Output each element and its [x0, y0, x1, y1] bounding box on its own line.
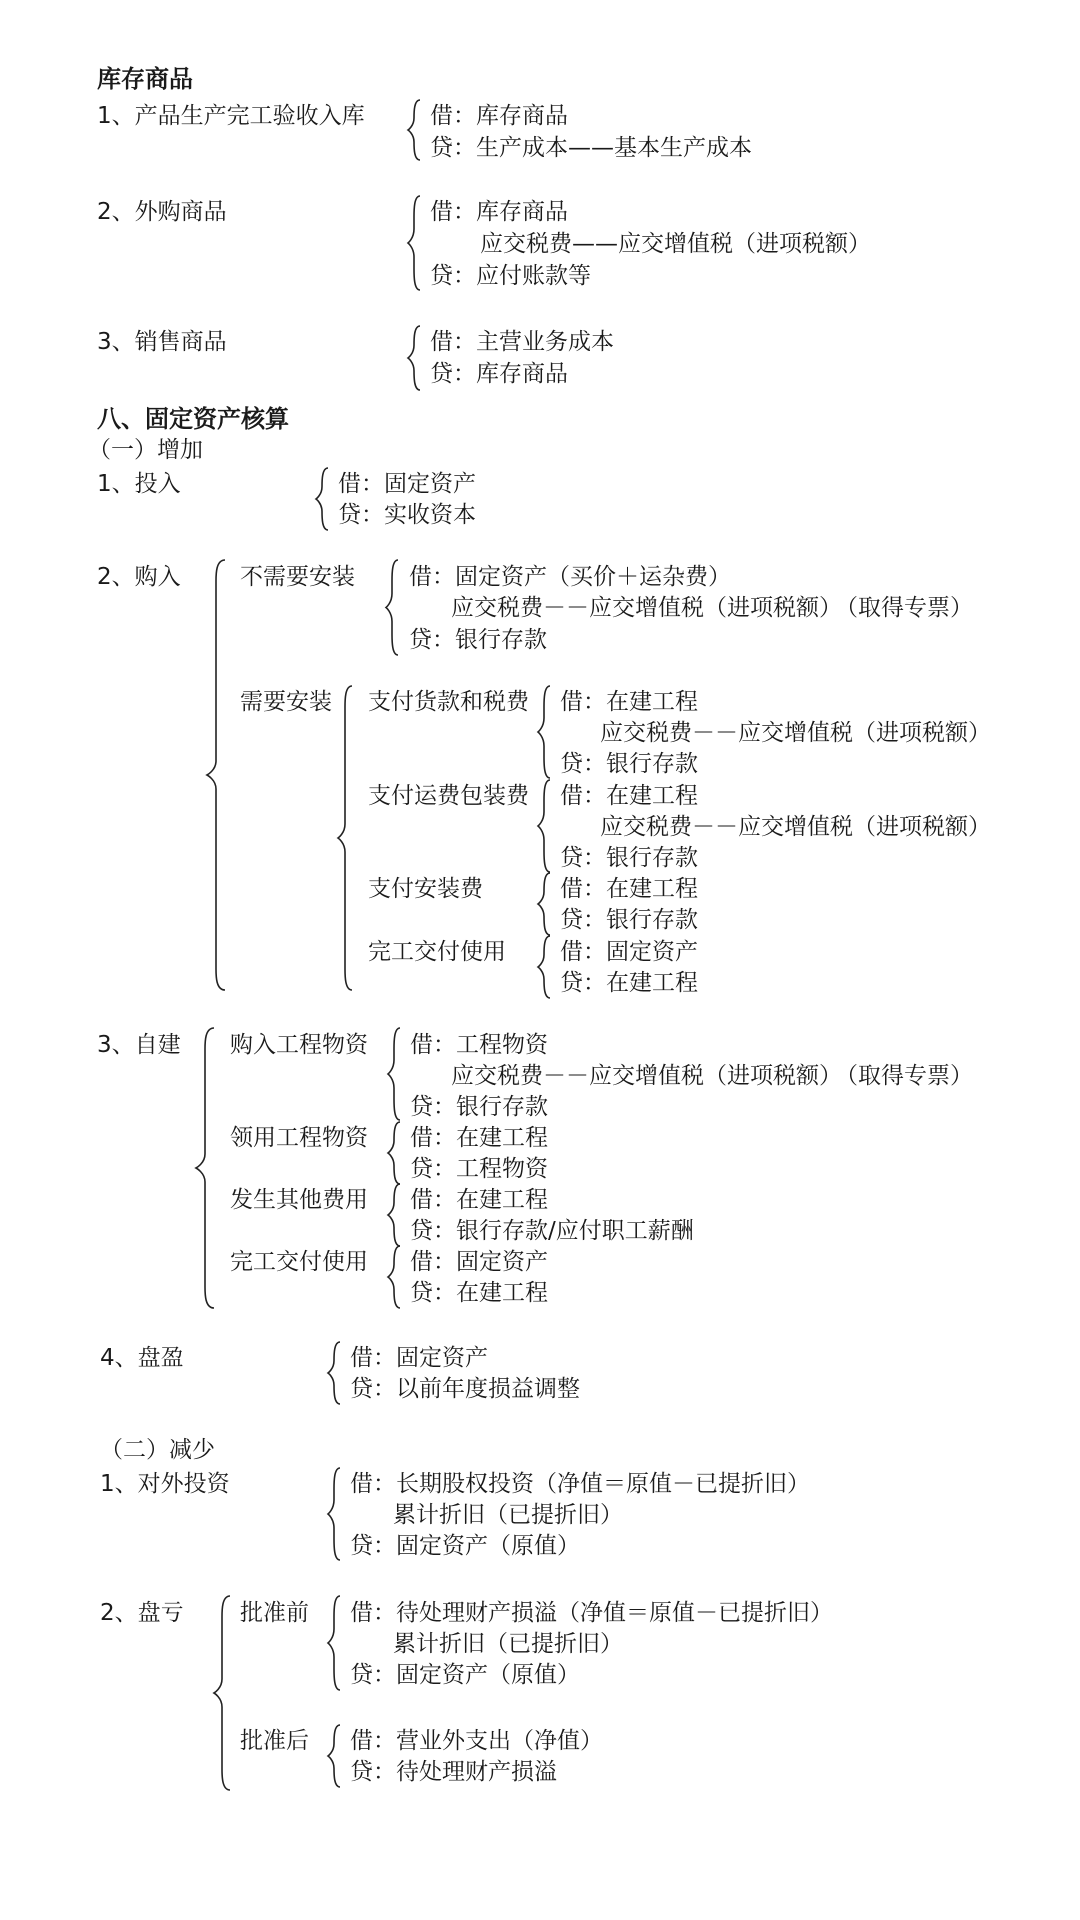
item-label: 3、自建 [97, 1032, 181, 1058]
entry-line: 应交税费－－应交增值税（进项税额） [600, 720, 991, 746]
entry-line: 贷：应付账款等 [430, 263, 591, 289]
entry-line: 借：长期股权投资（净值＝原值－已提折旧） [350, 1471, 810, 1497]
entry-line: 借：在建工程 [410, 1187, 548, 1213]
item-label: 3、销售商品 [97, 329, 227, 355]
curly-brace [328, 1596, 340, 1690]
curly-brace [388, 1246, 400, 1308]
item-label: 1、产品生产完工验收入库 [97, 103, 365, 129]
curly-brace [328, 1342, 340, 1404]
entry-line: 贷：银行存款 [560, 845, 698, 871]
item-label: 4、盘盈 [100, 1345, 184, 1371]
curly-brace [207, 560, 225, 990]
entry-note: （取得专票） [835, 595, 973, 621]
item-label: 2、外购商品 [97, 199, 227, 225]
entry-line: 贷：库存商品 [430, 361, 568, 387]
section-title-inventory: 库存商品 [97, 65, 193, 93]
curly-brace [196, 1028, 214, 1308]
entry-line: 借：工程物资 [410, 1032, 548, 1058]
entry-line: 借：库存商品 [430, 103, 568, 129]
curly-brace [538, 686, 550, 778]
curly-brace [538, 936, 550, 998]
entry-note: （取得专票） [835, 1063, 973, 1089]
subsection-title-increase: （一）增加 [88, 437, 203, 463]
entry-line: 贷：银行存款 [409, 627, 547, 653]
step-label: 支付运费包装费 [368, 783, 529, 809]
step-label: 领用工程物资 [230, 1125, 368, 1151]
curly-brace [408, 196, 420, 290]
step-label: 购入工程物资 [230, 1032, 368, 1058]
entry-line: 应交税费－－应交增值税（进项税额） [451, 595, 842, 621]
entry-line: 应交税费－－应交增值税（进项税额） [451, 1063, 842, 1089]
entry-line: 贷：银行存款 [560, 907, 698, 933]
entry-line: 贷：工程物资 [410, 1156, 548, 1182]
entry-line: 累计折旧（已提折旧） [393, 1502, 623, 1528]
curly-brace [388, 1122, 400, 1184]
step-label: 支付安装费 [368, 876, 483, 902]
entry-line: 借：营业外支出（净值） [350, 1728, 603, 1754]
branch-label: 批准后 [240, 1728, 309, 1754]
entry-line: 借：在建工程 [410, 1125, 548, 1151]
item-label: 1、投入 [97, 471, 181, 497]
item-label: 2、盘亏 [100, 1600, 184, 1626]
step-label: 支付货款和税费 [368, 689, 529, 715]
entry-line: 借：在建工程 [560, 783, 698, 809]
curly-brace [408, 100, 420, 160]
curly-brace [538, 780, 550, 872]
curly-brace [214, 1596, 230, 1790]
entry-line: 借：固定资产 [338, 471, 476, 497]
entry-line: 贷：以前年度损益调整 [350, 1376, 580, 1402]
entry-line: 贷：银行存款 [410, 1094, 548, 1120]
entry-line: 借：在建工程 [560, 689, 698, 715]
item-label: 1、对外投资 [100, 1471, 230, 1497]
entry-line: 借：库存商品 [430, 199, 568, 225]
entry-line: 借：主营业务成本 [430, 329, 614, 355]
entry-line: 贷：生产成本——基本生产成本 [430, 135, 752, 161]
entry-line: 贷：银行存款 [560, 751, 698, 777]
branch-label: 不需要安装 [240, 564, 355, 590]
curly-brace [338, 686, 352, 990]
entry-line: 贷：固定资产（原值） [350, 1662, 580, 1688]
step-label: 完工交付使用 [368, 939, 506, 965]
entry-line: 贷：实收资本 [338, 502, 476, 528]
curly-brace [328, 1725, 340, 1787]
item-label: 2、购入 [97, 564, 181, 590]
entry-line: 借：固定资产 [350, 1345, 488, 1371]
entry-line: 借：固定资产 [410, 1249, 548, 1275]
entry-line: 累计折旧（已提折旧） [393, 1631, 623, 1657]
step-label: 完工交付使用 [230, 1249, 368, 1275]
branch-label: 需要安装 [240, 689, 332, 715]
subsection-title-decrease: （二）减少 [100, 1437, 215, 1463]
curly-brace [316, 468, 328, 530]
curly-brace [538, 873, 550, 935]
entry-line: 贷：待处理财产损溢 [350, 1759, 557, 1785]
curly-brace [408, 326, 420, 390]
entry-line: 借：固定资产（买价＋运杂费） [409, 564, 731, 590]
curly-brace [328, 1468, 340, 1560]
branch-label: 批准前 [240, 1600, 309, 1626]
entry-line: 贷：在建工程 [560, 970, 698, 996]
curly-brace [386, 560, 398, 655]
entry-line: 应交税费－－应交增值税（进项税额） [600, 814, 991, 840]
entry-line: 贷：固定资产（原值） [350, 1533, 580, 1559]
step-label: 发生其他费用 [230, 1187, 368, 1213]
curly-brace [388, 1028, 400, 1120]
entry-line: 借：待处理财产损溢（净值＝原值－已提折旧） [350, 1600, 833, 1626]
entry-line: 贷：在建工程 [410, 1280, 548, 1306]
section-title-fixed-assets: 八、固定资产核算 [97, 405, 289, 433]
entry-line: 借：在建工程 [560, 876, 698, 902]
entry-line: 借：固定资产 [560, 939, 698, 965]
entry-line: 应交税费——应交增值税（进项税额） [480, 231, 871, 257]
curly-brace [388, 1184, 400, 1246]
entry-line: 贷：银行存款/应付职工薪酬 [410, 1218, 694, 1244]
